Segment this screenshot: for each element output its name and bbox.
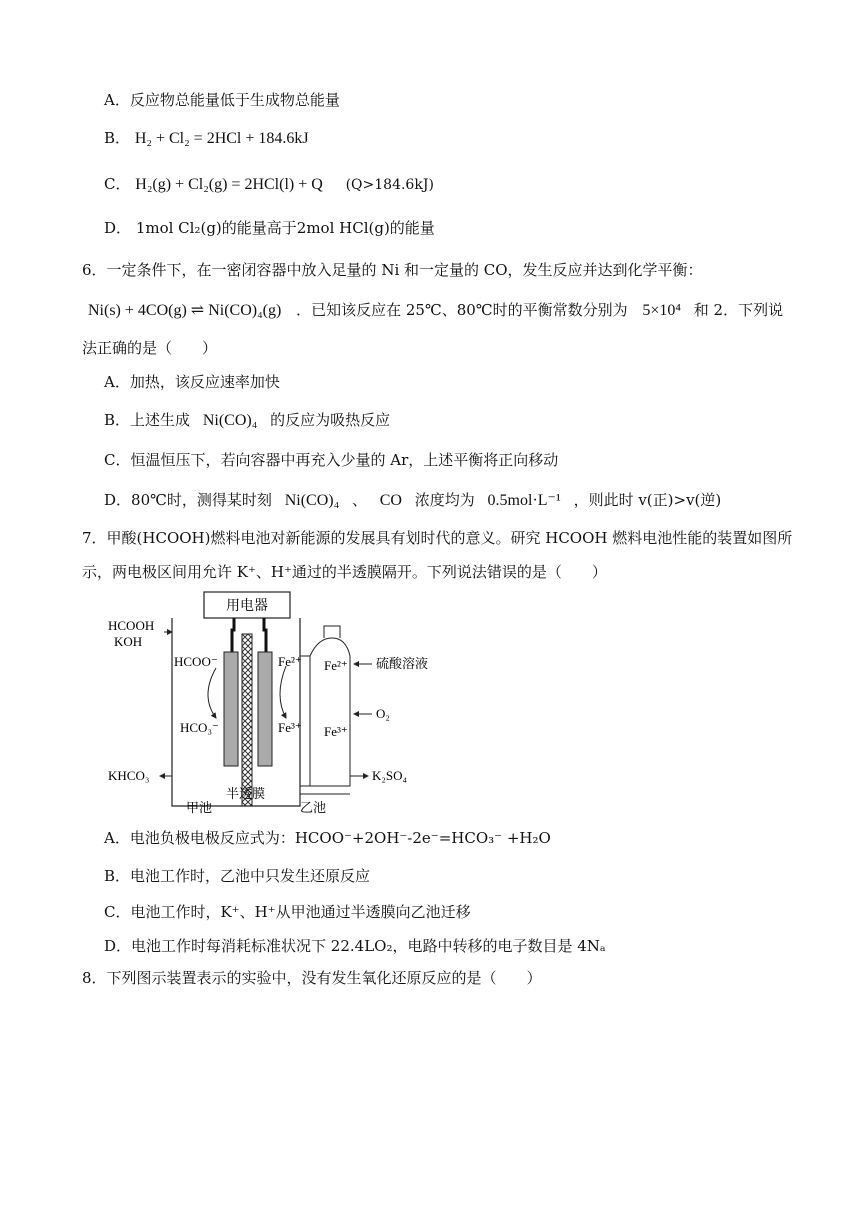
q5-option-a: A．反应物总能量低于生成物总能量: [104, 91, 340, 109]
membrane: [242, 634, 252, 806]
formula: Ni(CO)₄: [202, 412, 258, 429]
device-label: 用电器: [226, 598, 268, 614]
q6-option-c: C．恒温恒压下，若向容器中再充入少量的 Ar，上述平衡将正向移动: [104, 451, 559, 469]
input-o2: O₂: [376, 706, 390, 721]
input-left-1: HCOOH: [108, 618, 155, 633]
option-text: 的反应为吸热反应: [270, 411, 391, 429]
q6-stem-line3: 法正确的是（ ）: [82, 339, 218, 357]
q8-stem: 8．下列图示装置表示的实验中，没有发生氧化还原反应的是（ ）: [82, 969, 542, 987]
left-electrode: [224, 652, 238, 766]
q7-stem-line2: 示，两电极区间用允许 K⁺、H⁺通过的半透膜隔开。下列说法错误的是（ ）: [82, 563, 607, 581]
q5-option-d: [104, 218, 435, 238]
option-text: 浓度均为: [414, 491, 475, 509]
stem-text: ．已知该反应在 25℃、80℃时的平衡常数分别为: [296, 301, 628, 319]
fuel-cell-diagram: [104, 586, 444, 816]
right-electrode: [258, 652, 272, 766]
input-left-2: KOH: [114, 634, 143, 649]
concentration: 0.5mol·L⁻¹: [487, 492, 561, 509]
q6-option-a: A．加热，该反应速率加快: [104, 373, 280, 391]
separator: 、: [351, 491, 367, 509]
label-jia: 甲池: [186, 801, 213, 816]
q5-option-b: [104, 128, 309, 149]
q7-stem-line1: 7．甲酸(HCOOH)燃料电池对新能源的发展具有划时代的意义。研究 HCOOH 燃料电池性能的装置如图所: [82, 529, 793, 547]
formula: CO: [379, 492, 402, 509]
equation: H₂ + Cl₂ = 2HCl + 184.6kJ: [134, 130, 309, 147]
output-left: KHCO₃: [108, 768, 150, 783]
label-membrane: 半透膜: [226, 787, 266, 802]
side-fe3: Fe³⁺: [324, 724, 348, 739]
ion-hco3: HCO₃⁻: [180, 720, 219, 735]
q7-option-b: B．电池工作时，乙池中只发生还原反应: [104, 867, 371, 885]
formula: Ni(CO)₄: [284, 492, 340, 509]
stem-text: 和 2．下列说: [693, 301, 784, 319]
constant-value: 5×10⁴: [642, 302, 681, 319]
equilibrium-equation: Ni(s) + 4CO(g) ⇌ Ni(CO)₄(g): [88, 302, 282, 319]
note: (Q>184.6kJ): [345, 177, 434, 193]
option-label: B．: [104, 129, 131, 147]
option-text: 1mol Cl₂(g)的能量高于2mol HCl(g)的能量: [135, 219, 435, 237]
output-right: K₂SO₄: [372, 768, 408, 783]
option-label: D．: [104, 219, 132, 237]
option-label: C．: [104, 175, 131, 193]
q6-option-d: [104, 490, 721, 511]
option-text: B．上述生成: [104, 411, 191, 429]
ion-fe3: Fe³⁺: [278, 720, 302, 735]
q6-option-b: [104, 410, 390, 431]
q7-option-a: A．电池负极电极反应式为：HCOO⁻+2OH⁻-2e⁻=HCO₃⁻ +H₂O: [104, 829, 551, 847]
q6-stem-line2: [88, 300, 783, 321]
input-right: 硫酸溶液: [376, 657, 429, 672]
ion-fe2: Fe²⁺: [278, 654, 302, 669]
q6-stem-line1: 6．一定条件下，在一密闭容器中放入足量的 Ni 和一定量的 CO，发生反应并达到化学平衡：: [82, 261, 703, 279]
side-fe2: Fe²⁺: [324, 658, 348, 673]
q7-option-c: C．电池工作时，K⁺、H⁺从甲池通过半透膜向乙池迁移: [104, 903, 471, 921]
ion-hcoo: HCOO⁻: [174, 654, 218, 669]
q7-option-d: D．电池工作时每消耗标准状况下 22.4LO₂，电路中转移的电子数目是 4Nₐ: [104, 937, 606, 955]
option-text: ，则此时 v(正)>v(逆): [573, 491, 722, 509]
label-yi: 乙池: [300, 801, 327, 816]
q5-option-c: [104, 174, 434, 195]
option-text: D．80℃时，测得某时刻: [104, 491, 272, 509]
equation: H₂(g) + Cl₂(g) = 2HCl(l) + Q: [135, 176, 323, 193]
